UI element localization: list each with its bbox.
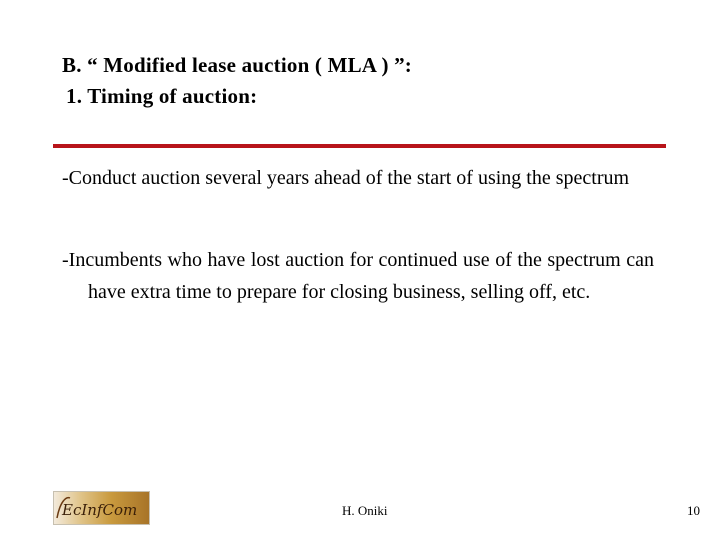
bullet-item: -Conduct auction several years ahead of the start of using the spectrum: [62, 167, 630, 189]
bullet-item: -Incumbents who have lost auction for continued use of the spectrum can have extra time to prepare for closing business, selling off, etc.: [62, 249, 654, 303]
title-divider: [53, 144, 666, 148]
slide-subtitle: 1. Timing of auction:: [66, 84, 258, 108]
ecinfcom-logo: [53, 491, 150, 525]
logo-icon: [54, 492, 149, 524]
footer-author: H. Oniki: [342, 503, 388, 518]
logo-text: EcInfCom: [62, 501, 138, 519]
slide-title: B. “ Modified lease auction ( MLA ) ”:: [62, 53, 412, 77]
page-number: 10: [687, 503, 700, 518]
